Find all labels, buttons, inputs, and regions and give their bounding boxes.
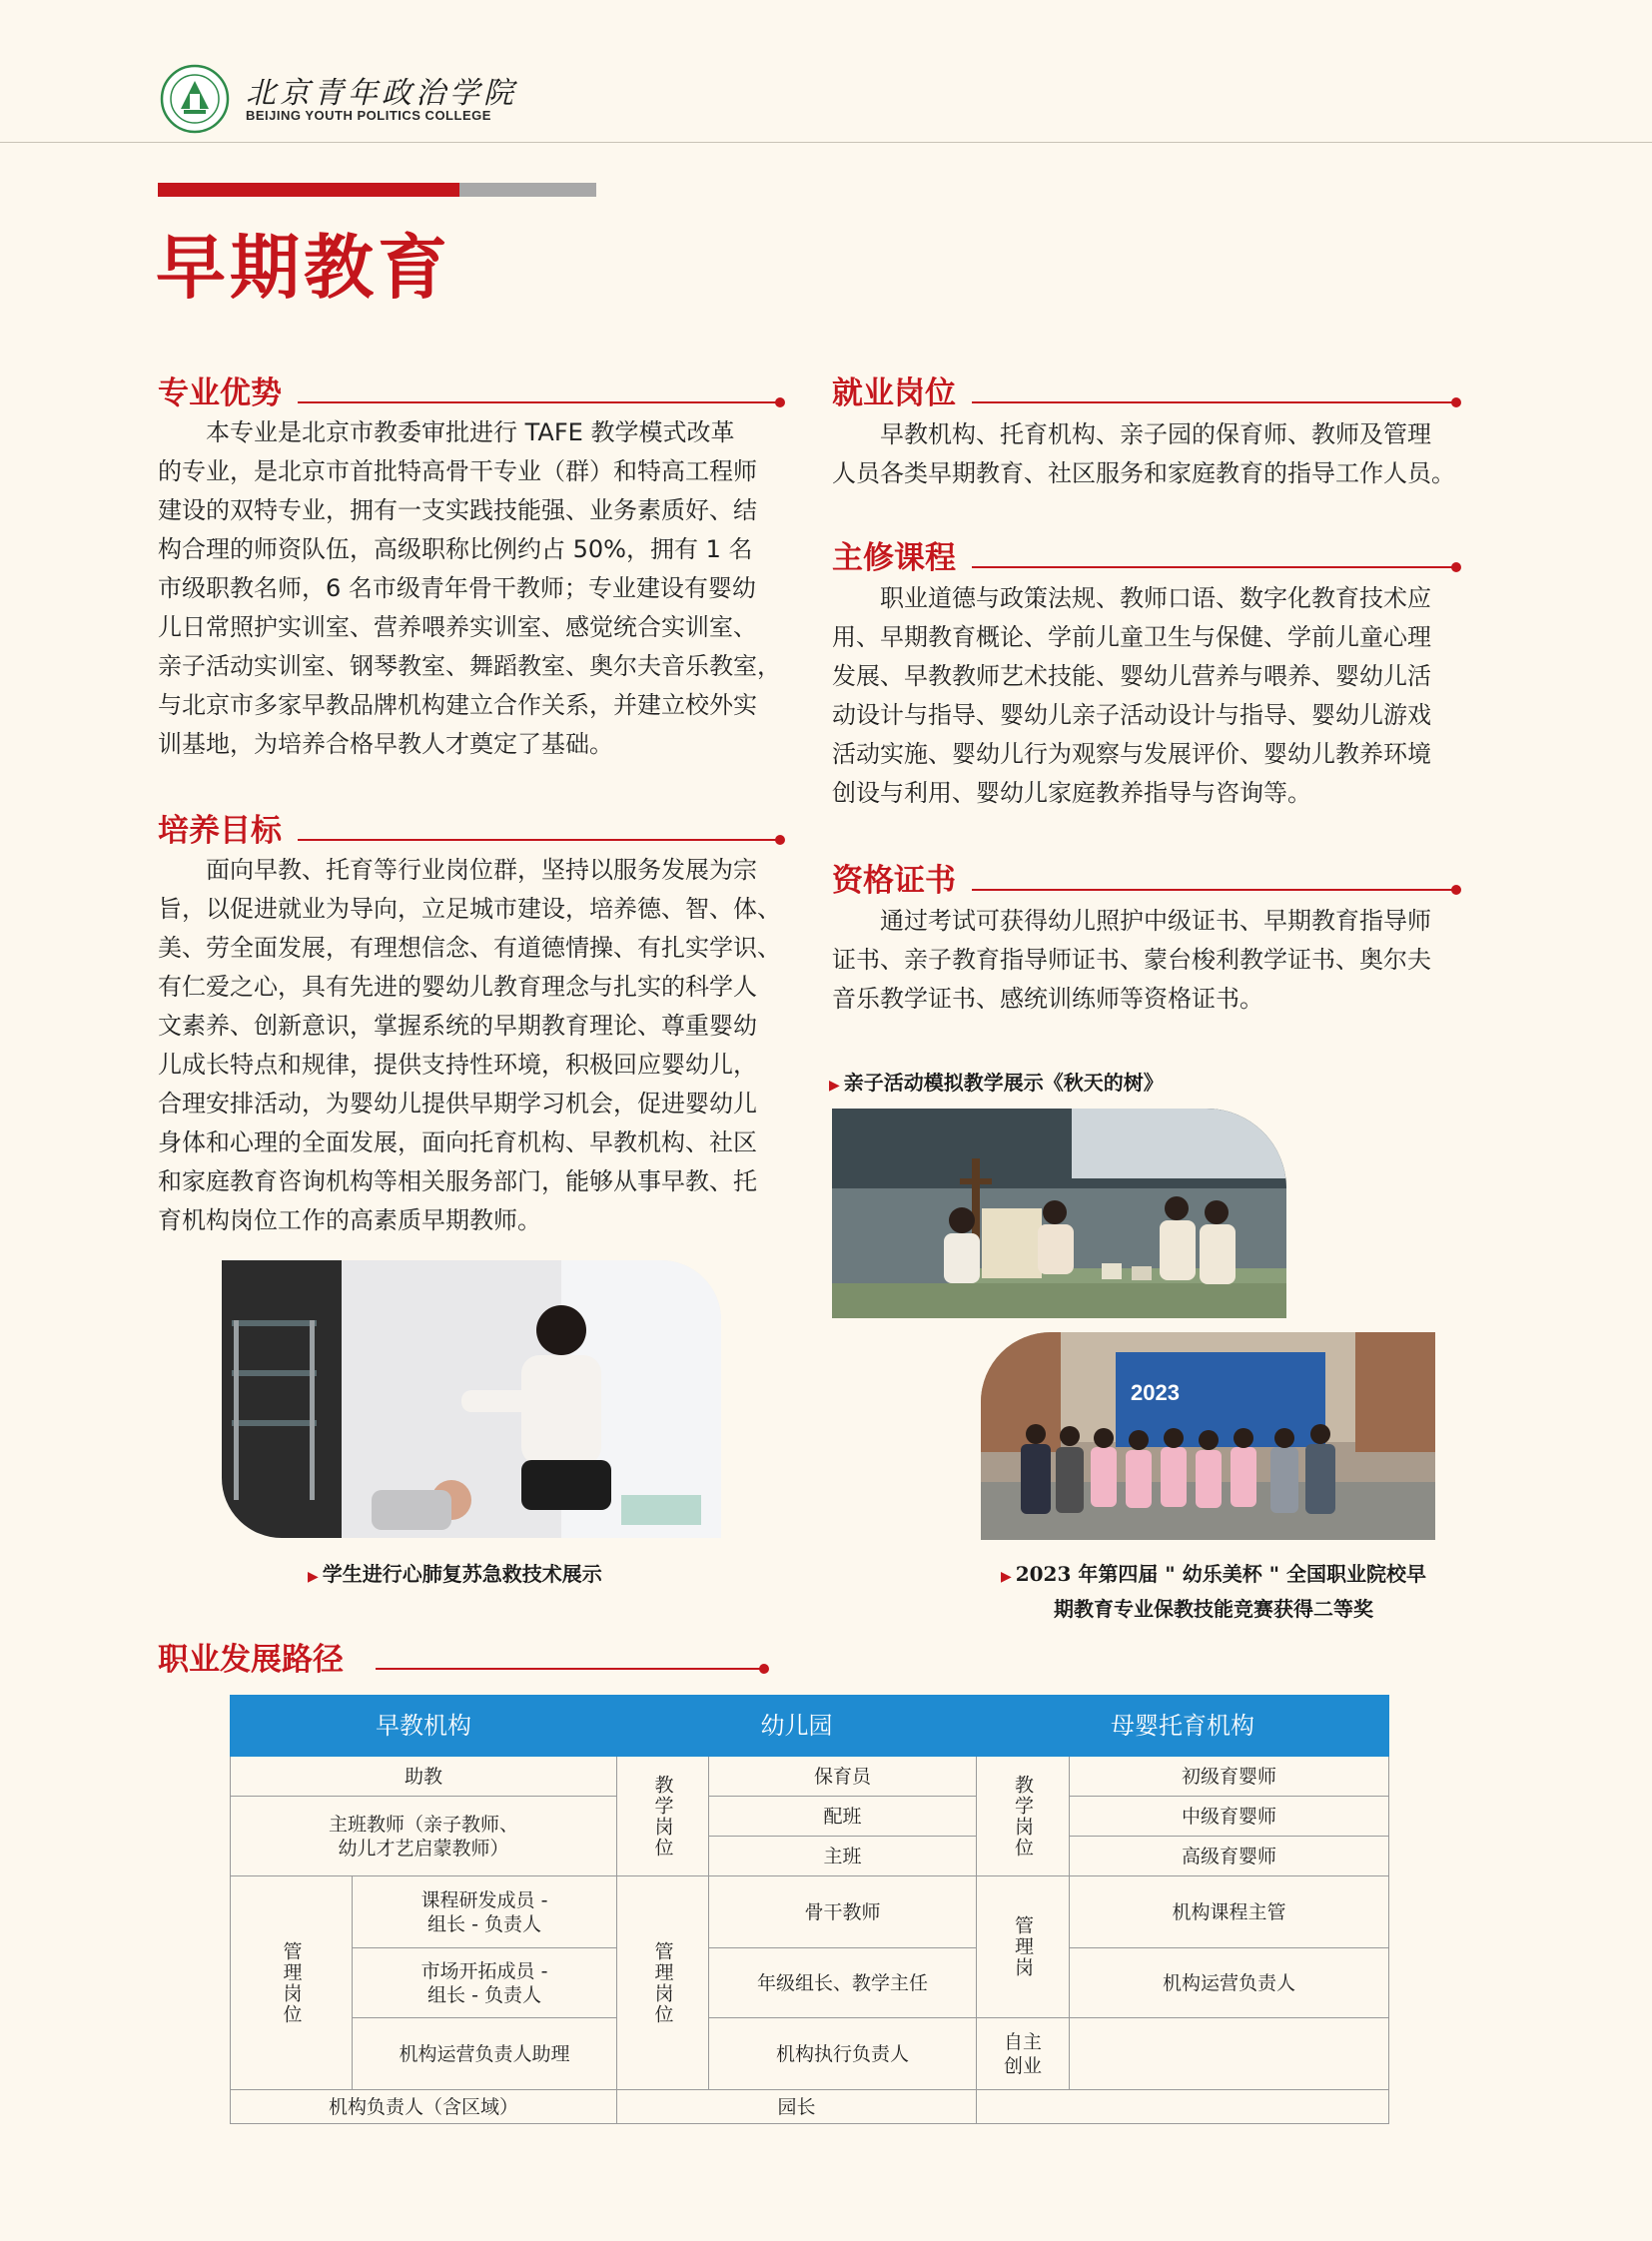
section-rule [298,839,777,841]
group-photo-image [981,1332,1435,1540]
cell-mid: 中级育婴师 [1070,1797,1389,1837]
section-header-courses [832,532,1461,576]
section-rule [298,401,777,403]
text-line: 活动实施、婴幼儿行为观察与发展评价、婴幼儿教养环境 [832,740,1431,768]
text-line: 与北京市多家早教品牌机构建立合作关系，并建立校外实 [158,691,757,719]
cell-senior: 高级育婴师 [1070,1837,1389,1876]
section-header-jobs [832,368,1461,411]
cell-curriculum [353,1876,617,1948]
cell-nursery-teach-label: 教学岗位 [977,1757,1070,1876]
section-rule [972,889,1453,891]
advantage-text [158,413,785,764]
text-line: 有仁爱之心，具有先进的婴幼儿教育理念与扎实的科学人 [158,973,757,1001]
cell-line: 幼儿才艺启蒙教师） [338,1837,509,1860]
text-line: 训基地，为培养合格早教人才奠定了基础。 [158,730,613,758]
text-line: 人员各类早期教育、社区服务和家庭教育的指导工作人员。 [832,459,1455,487]
table-row [231,1948,1389,2018]
table-row [231,1876,1389,1948]
section-rule [972,401,1453,403]
text-line: 市级职教名师，6 名市级青年骨干教师；专业建设有婴幼 [158,574,756,602]
caption-text: 2023 年第四届 " 幼乐美杯 " 全国职业院校早 [1015,1562,1427,1586]
cell-kg-assistant: 配班 [709,1797,977,1837]
text-line: 美、劳全面发展，有理想信念、有道德情操、有扎实学识、 [158,934,781,962]
text-line: 旨，以促进就业为导向，立足城市建设，培养德、智、体、 [158,895,781,923]
cell-grade-lead: 年级组长、教学主任 [709,1948,977,2018]
career-path-table [230,1695,1388,2120]
text-line: 本专业是北京市教委审批进行 TAFE 教学模式改革 [206,418,735,446]
cell-kg-teach-label: 教学岗位 [617,1757,709,1876]
table-row [231,1757,1389,1797]
caption-line [989,1558,1438,1587]
page-title: 早期教育 [156,227,451,309]
cell-nurse: 保育员 [709,1757,977,1797]
caption-text: 学生进行心肺复苏急救技术展示 [322,1562,602,1586]
text-line: 证书、亲子教育指导师证书、蒙台梭利教学证书、奥尔夫 [832,946,1431,974]
college-name-cn: 北京青年政治学院 [246,76,517,111]
header-divider [0,142,1652,143]
col-header-early-ed: 早教机构 [231,1696,617,1757]
text-line: 职业道德与政策法规、教师口语、数字化教育技术应 [880,584,1431,612]
text-line: 儿成长特点和规律，提供支持性环境，积极回应婴幼儿， [158,1051,757,1079]
cell-line: 组长 - 负责人 [427,1912,541,1935]
cell-org-head: 机构负责人（含区域） [231,2090,617,2124]
section-header-career [158,1634,769,1678]
cell-line: 组长 - 负责人 [427,1983,541,2006]
section-header-advantage [158,368,785,411]
text-line: 的专业，是北京市首批特高骨干专业（群）和特高工程师 [158,457,757,485]
text-line: 通过考试可获得幼儿照护中级证书、早期教育指导师 [880,907,1431,935]
text-line: 用、早期教育概论、学前儿童卫生与保健、学前儿童心理 [832,623,1431,651]
text-line: 面向早教、托育等行业岗位群，坚持以服务发展为宗 [206,856,757,884]
college-logo-seal [160,64,230,134]
jobs-text [832,415,1461,493]
courses-text [832,579,1461,813]
photo-parent-child-activity [832,1109,1286,1318]
photo-award-group [981,1332,1435,1540]
section-rule [972,566,1453,568]
section-rule-dot [775,397,785,407]
section-title: 专业优势 [158,375,282,411]
photo-caption-parent-child [829,1067,1164,1096]
table-row [231,2018,1389,2090]
text-line: 动设计与指导、婴幼儿亲子活动设计与指导、婴幼儿游戏 [832,701,1431,729]
cell-empty [977,2090,1389,2124]
cell-line: 自主创业 [1003,2030,1042,2077]
cpr-scene-image [222,1260,721,1538]
cell-ops-assistant: 机构运营负责人助理 [353,2018,617,2090]
text-line: 亲子活动实训室、钢琴教室、舞蹈教室、奥尔夫音乐教室， [158,652,781,680]
cell-curriculum-head: 机构课程主管 [1070,1876,1389,1948]
cell-line: 课程研发成员 - [420,1888,548,1911]
photo-caption-cpr [308,1558,602,1587]
text-line: 构合理的师资队伍，高级职称比例约占 50%，拥有 1 名 [158,535,753,563]
section-title: 就业岗位 [832,375,956,411]
text-line: 早教机构、托育机构、亲子园的保育师、教师及管理 [880,420,1431,448]
table-row [231,2090,1389,2124]
cell-assistant: 助教 [231,1757,617,1797]
text-line: 合理安排活动，为婴幼儿提供早期学习机会，促进婴幼儿 [158,1090,757,1118]
cell-empty [1070,2018,1389,2090]
cell-head-teacher [231,1797,617,1876]
text-line: 和家庭教育咨询机构等相关服务部门，能够从事早教、托 [158,1167,757,1195]
section-rule-dot [759,1664,769,1674]
text-line: 发展、早教教师艺术技能、婴幼儿营养与喂养、婴幼儿活 [832,662,1431,690]
cell-ops-head: 机构运营负责人 [1070,1948,1389,2018]
cell-early-mgmt-label: 管理岗位 [231,1876,353,2090]
caption-triangle-icon: ▶ [308,1569,319,1585]
col-header-kindergarten: 幼儿园 [617,1696,977,1757]
section-rule-dot [1451,397,1461,407]
caption-text: 亲子活动模拟教学展示《秋天的树》 [843,1071,1164,1095]
cell-exec: 机构执行负责人 [709,2018,977,2090]
text-line: 创设与利用、婴幼儿家庭教养指导与咨询等。 [832,779,1311,807]
section-title: 主修课程 [832,540,956,576]
cell-junior: 初级育婴师 [1070,1757,1389,1797]
cell-head-class: 主班 [709,1837,977,1876]
section-title: 职业发展路径 [158,1642,344,1678]
text-line: 儿日常照护实训室、营养喂养实训室、感觉统合实训室、 [158,613,757,641]
table-row [231,1797,1389,1837]
title-accent-bar-grey [459,183,596,197]
photo-caption-award [989,1558,1438,1622]
section-header-certs [832,855,1461,899]
text-line: 音乐教学证书、感统训练师等资格证书。 [832,985,1263,1013]
cell-market [353,1948,617,2018]
cell-kg-mgmt-label: 管理岗位 [617,1876,709,2090]
col-header-nursery: 母婴托育机构 [977,1696,1389,1757]
stage-scene-image [832,1109,1286,1318]
cell-nursery-mgmt-label: 管理岗 [977,1876,1070,2018]
section-header-goal [158,805,785,849]
cell-self-employ [977,2018,1070,2090]
text-line: 身体和心理的全面发展，面向托育机构、早教机构、社区 [158,1128,757,1156]
section-rule-dot [1451,885,1461,895]
table-header-row [231,1696,1389,1757]
caption-line: 期教育专业保教技能竞赛获得二等奖 [1054,1597,1373,1621]
section-rule-dot [1451,562,1461,572]
text-line: 文素养、创新意识，掌握系统的早期教育理论、尊重婴幼 [158,1012,757,1040]
goal-text [158,851,785,1240]
text-line: 育机构岗位工作的高素质早期教师。 [158,1206,541,1234]
caption-triangle-icon: ▶ [829,1078,840,1094]
text-line: 建设的双特专业，拥有一支实践技能强、业务素质好、结 [158,496,757,524]
section-rule-dot [775,835,785,845]
cell-line: 市场开拓成员 - [420,1959,548,1982]
cell-line: 主班教师（亲子教师、 [328,1813,518,1836]
cell-principal: 园长 [617,2090,977,2124]
photo-cpr-demo [222,1260,721,1538]
cell-backbone: 骨干教师 [709,1876,977,1948]
college-name-en: BEIJING YOUTH POLITICS COLLEGE [246,108,491,123]
section-title: 资格证书 [832,863,956,899]
caption-triangle-icon: ▶ [1000,1569,1012,1585]
banner-year: 2023 [1131,1380,1180,1405]
title-accent-bar [158,183,459,197]
section-rule [376,1668,761,1670]
section-title: 培养目标 [158,813,282,849]
certs-text [832,902,1461,1019]
